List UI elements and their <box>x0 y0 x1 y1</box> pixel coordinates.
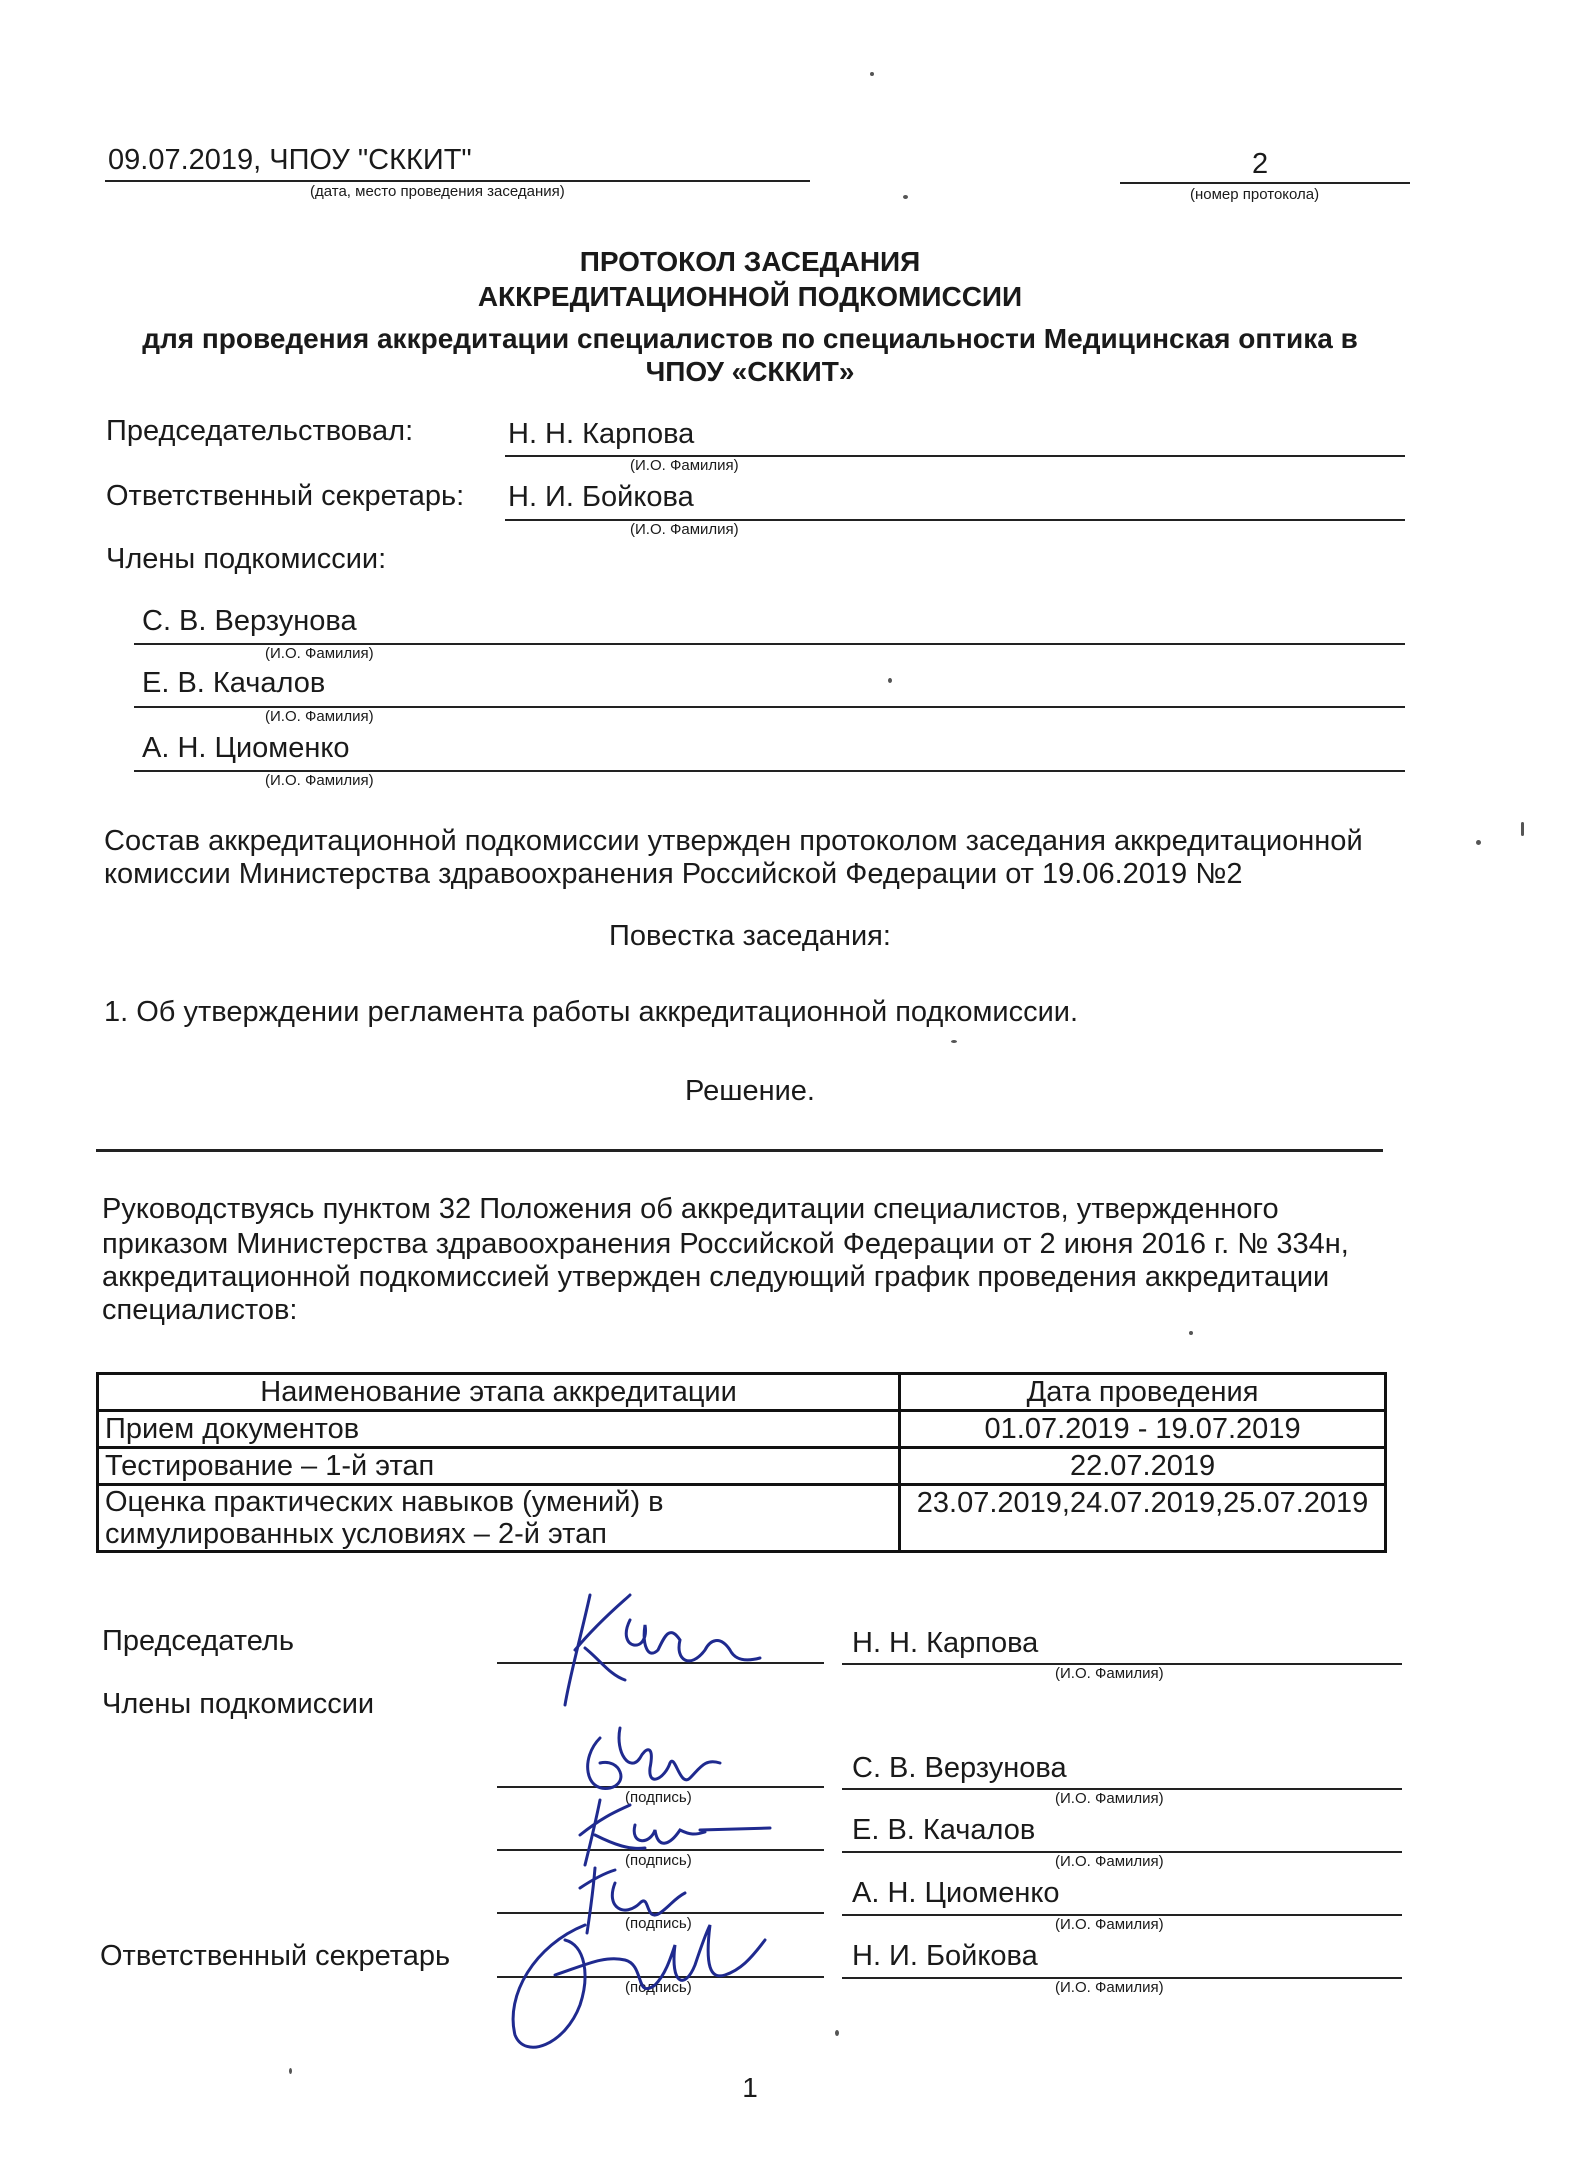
stage-cell: Тестирование – 1-й этап <box>98 1448 900 1485</box>
secretary-label: Ответственный секретарь: <box>106 480 465 512</box>
member-name: Е. В. Качалов <box>142 667 326 699</box>
composition-line-2: комиссии Министерства здравоохранения Российской Федерации от 19.06.2019 №2 <box>104 858 1243 890</box>
agenda-item-1: 1. Об утверждении регламента работы аккредитационной подкомиссии. <box>104 996 1079 1028</box>
scan-speck <box>1521 822 1524 836</box>
date-cell: 23.07.2019,24.07.2019,25.07.2019 <box>900 1485 1386 1552</box>
scan-speck <box>1189 1331 1193 1335</box>
title-line-4: ЧПОУ «СККИТ» <box>645 356 855 387</box>
chair-label: Председательствовал: <box>106 415 414 447</box>
member-caption: (И.О. Фамилия) <box>265 645 374 662</box>
scan-speck <box>870 72 874 76</box>
decision-rule <box>96 1149 1383 1152</box>
stage-cell: Прием документов <box>98 1411 900 1448</box>
decision-line-3: аккредитационной подкомиссией утвержден следующий график проведения аккредитации <box>102 1261 1330 1293</box>
name-caption: (И.О. Фамилия) <box>1055 1979 1164 1996</box>
protocol-number-underline <box>1120 182 1410 184</box>
member-name: С. В. Верзунова <box>142 605 357 637</box>
meeting-date-place: 09.07.2019, ЧПОУ "СККИТ" <box>108 144 472 176</box>
title-line-3: для проведения аккредитации специалистов по специальности Медицинская оптика в <box>142 323 1358 354</box>
sig-secretary-name: Н. И. Бойкова <box>852 1940 1038 1972</box>
title-line-2: АККРЕДИТАЦИОННОЙ ПОДКОМИССИИ <box>477 281 1023 312</box>
chair-caption: (И.О. Фамилия) <box>630 457 739 474</box>
date-cell: 01.07.2019 - 19.07.2019 <box>900 1411 1386 1448</box>
members-label: Члены подкомиссии: <box>106 543 387 575</box>
secretary-signature <box>495 1905 775 2065</box>
decision-heading: Решение. <box>685 1075 815 1107</box>
scan-speck <box>888 678 892 683</box>
sig-member-name: А. Н. Циоменко <box>852 1877 1060 1909</box>
column-header-stage: Наименование этапа аккредитации <box>98 1374 900 1411</box>
decision-line-2: приказом Министерства здравоохранения Российской Федерации от 2 июня 2016 г. № 334н, <box>102 1228 1349 1260</box>
table-header-row <box>98 1374 1386 1411</box>
protocol-number-caption: (номер протокола) <box>1190 186 1320 203</box>
composition-line-1: Состав аккредитационной подкомиссии утвержден протоколом заседания аккредитационной <box>104 825 1363 857</box>
member-caption: (И.О. Фамилия) <box>265 708 374 725</box>
schedule-table <box>96 1372 1387 1553</box>
protocol-number: 2 <box>1252 148 1269 180</box>
sig-member-name: С. В. Верзунова <box>852 1752 1067 1784</box>
table-row <box>98 1448 1386 1485</box>
name-caption: (И.О. Фамилия) <box>1055 1790 1164 1807</box>
member-caption: (И.О. Фамилия) <box>265 772 374 789</box>
table-row <box>98 1485 1386 1552</box>
chair-name: Н. Н. Карпова <box>508 418 695 450</box>
stage-cell-line: Оценка практических навыков (умений) в <box>105 1486 664 1518</box>
signature-caption: (подпись) <box>625 1789 692 1806</box>
name-caption: (И.О. Фамилия) <box>1055 1916 1164 1933</box>
sig-secretary-label: Ответственный секретарь <box>100 1940 451 1972</box>
secretary-caption: (И.О. Фамилия) <box>630 521 739 538</box>
stage-cell-line: симулированных условиях – 2-й этап <box>105 1518 607 1550</box>
column-header-date: Дата проведения <box>900 1374 1386 1411</box>
date-place-caption: (дата, место проведения заседания) <box>310 183 565 200</box>
scan-speck <box>835 2030 839 2036</box>
member-name: А. Н. Циоменко <box>142 732 350 764</box>
title-line-1: ПРОТОКОЛ ЗАСЕДАНИЯ <box>579 246 921 277</box>
sig-chairman-name: Н. Н. Карпова <box>852 1627 1039 1659</box>
signature-caption: (подпись) <box>625 1852 692 1869</box>
agenda-heading: Повестка заседания: <box>609 920 891 952</box>
scan-speck <box>903 195 908 199</box>
page-number: 1 <box>742 2072 758 2103</box>
table-row <box>98 1411 1386 1448</box>
signature-caption: (подпись) <box>625 1979 692 1996</box>
decision-line-4: специалистов: <box>102 1294 298 1326</box>
scan-speck <box>1476 840 1481 845</box>
decision-line-1: Руководствуясь пунктом 32 Положения об аккредитации специалистов, утвержденного <box>102 1193 1279 1225</box>
sig-chairman-label: Председатель <box>102 1625 294 1657</box>
scan-speck <box>951 1040 957 1043</box>
sig-member-name: Е. В. Качалов <box>852 1814 1036 1846</box>
name-caption: (И.О. Фамилия) <box>1055 1665 1164 1682</box>
name-caption: (И.О. Фамилия) <box>1055 1853 1164 1870</box>
sig-members-label: Члены подкомиссии <box>102 1688 375 1720</box>
date-place-underline <box>105 180 810 182</box>
signature-caption: (подпись) <box>625 1915 692 1932</box>
chairman-signature <box>530 1580 770 1710</box>
secretary-name: Н. И. Бойкова <box>508 481 694 513</box>
date-cell: 22.07.2019 <box>900 1448 1386 1485</box>
stage-cell <box>98 1485 900 1552</box>
